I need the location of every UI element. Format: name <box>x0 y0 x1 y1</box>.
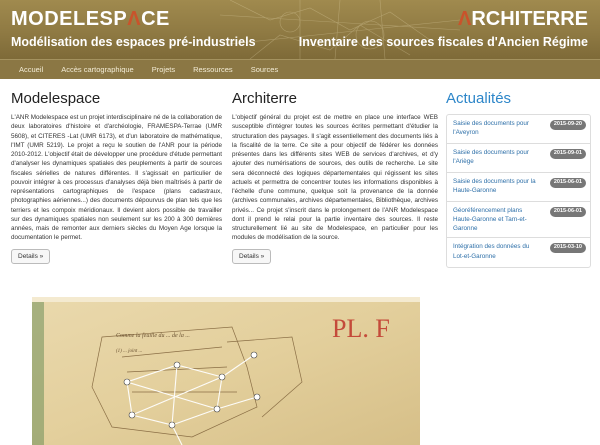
news-date-badge: 2015-03-10 <box>550 243 586 253</box>
tagline-architerre: Inventaire des sources fiscales d'Ancien Régime <box>298 35 588 49</box>
plan-label: PL. F <box>332 314 390 343</box>
historical-plan-drawing <box>32 297 420 445</box>
architerre-body: L'objectif général du projet est de mettre en place une interface WEB susceptible d'intégrer toutes les sources écrites permettant d'étudier la structuration des paysages. Il s'agit essentiellement des documents liés à la fiscalité de la terre. Ce site a pour objectif de fédérer les données présentes dans les différents sites WEB de services d'archives, et d'y ajouter des numérisations de sources, des outils de recherche. Le site sera déconnecté des logiques départementales qui régissent les sites actuels et permettra de concentrer toutes les informations disponibles à l'échelle d'une commune, quelque soit la provenance de la donnée (archives communales, archives départementales, Bibliothèque, archives privés... Ce projet s'inscrit dans le prolongement de l'ANR Modelespace dont il prend le relai pour la partie inventaire des sources. Il reste structurellement lié au site de Modelespace, en particulier pour les modules de modélisation de la source. <box>232 114 438 242</box>
nav-item-accueil[interactable]: Accueil <box>19 65 44 74</box>
architerre-title: Architerre <box>232 90 298 107</box>
header-banner <box>0 0 600 59</box>
news-item-aveyron[interactable] <box>447 115 590 144</box>
news-item-text[interactable]: Intégration des données du Lot-et-Garonne <box>453 243 530 260</box>
historical-plan-image <box>32 297 420 445</box>
news-item-text[interactable]: Géoréférencement plans Haute-Garonne et Tarn-et-Garonne <box>453 207 527 233</box>
news-item-text[interactable]: Saisie des documents pour l'Ariège <box>453 149 529 166</box>
news-list <box>446 114 591 268</box>
main-navbar <box>0 59 600 79</box>
logo-architerre[interactable]: ΛRCHITERRE <box>457 8 588 30</box>
modelespace-details-button[interactable]: Details » <box>11 249 50 264</box>
nav-item-sources[interactable]: Sources <box>250 65 279 74</box>
news-date-badge: 2015-09-20 <box>550 120 586 130</box>
plan-caption-line2: (1) ... joint ... <box>116 349 143 354</box>
news-date-badge: 2015-09-01 <box>550 149 586 159</box>
nav-item-ressources[interactable]: Ressources <box>193 65 233 74</box>
news-section <box>446 90 591 268</box>
modelespace-body: L'ANR Modelespace est un projet interdisciplinaire né de la collaboration de deux laboratoires d'histoire et d'archéologie, FRAMESPA-Terrae (UMR 5608), et CITERES -Lat (UMR 6173), et d'un laboratoire de mathématique, l'IMT (UMR 5219). Le projet a reçu le soutien de l'ANR pour la période 2010-2012. L'objectif était de développer une procédure d'étude permettant d'analyser les dynamiques spatiales des peuplements à partir de sources fiscales sérielles de natures différentes. Il s'agissait en particulier de pouvoir intégrer à ces processus d'analyses déjà bien maîtrisés à partir de représentations cartographiques de l'espace (plans cadastraux, photographies aériennes...) des documents dépourvus de plan tels que les terriers et les compoix méridionaux. Il devient alors possible de travailler sur des dynamiques spatiales non seulement sur les 200 à 300 dernières années, mais de remonter aux derniers siècles du Moyen Age lorsque la documentation le permet. <box>11 114 222 242</box>
nav-item-acces-cartographique[interactable]: Accès cartographique <box>61 65 134 74</box>
logo-modelespace[interactable]: MODELESPΛCE <box>11 8 170 30</box>
news-item-text[interactable]: Saisie des documents pour la Haute-Garonne <box>453 178 536 195</box>
news-item-georeferencement[interactable] <box>447 202 590 238</box>
news-item-lot-et-garonne[interactable] <box>447 238 590 267</box>
news-item-text[interactable]: Saisie des documents pour l'Aveyron <box>453 120 529 137</box>
nav-item-projets[interactable]: Projets <box>151 65 176 74</box>
news-date-badge: 2015-06-01 <box>550 207 586 217</box>
news-title: Actualités <box>446 90 512 107</box>
plan-caption-line1: Comme la feuille du ... de la ... <box>116 333 190 339</box>
news-item-ariege[interactable] <box>447 144 590 173</box>
architerre-details-button[interactable]: Details » <box>232 249 271 264</box>
modelespace-title: Modelespace <box>11 90 101 107</box>
tagline-modelespace: Modélisation des espaces pré-industriels <box>11 35 256 49</box>
modelespace-section <box>11 90 222 264</box>
news-date-badge: 2015-06-01 <box>550 178 586 188</box>
architerre-section <box>232 90 438 264</box>
news-item-haute-garonne[interactable] <box>447 173 590 202</box>
